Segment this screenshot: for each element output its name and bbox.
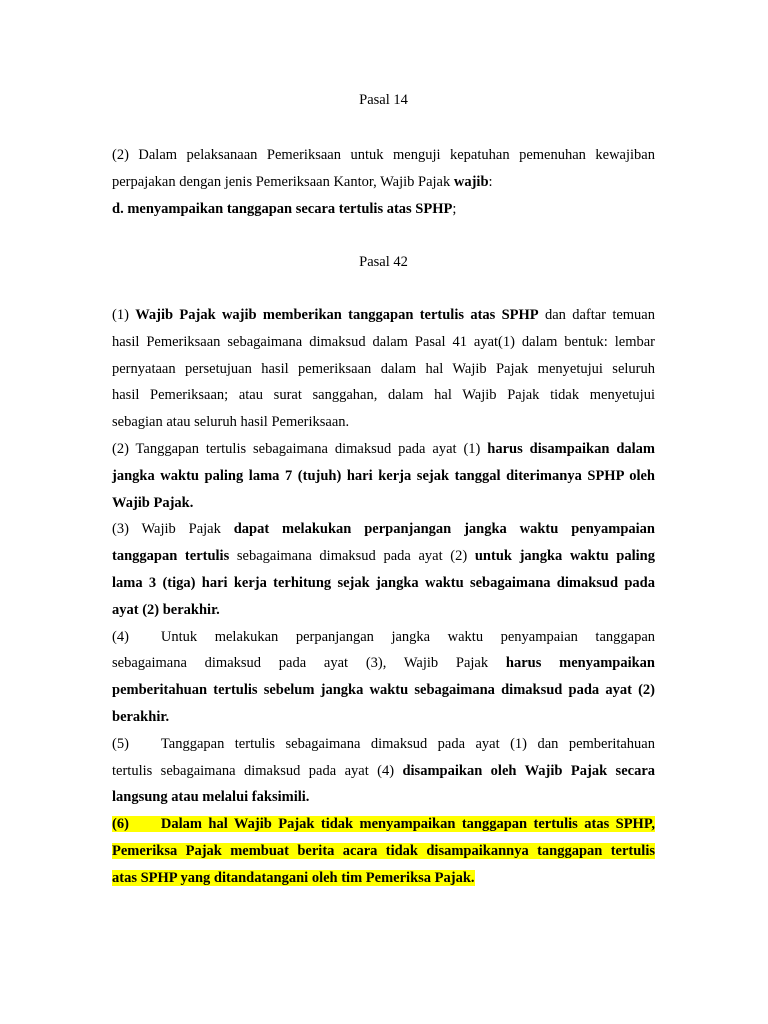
ayat-4-line-3 [112,677,655,704]
text-run: (3) Wajib Pajak [112,521,234,538]
bold-run: dapat melakukan perpanjangan jangka waktu penyampaian [233,521,655,538]
text-run: Tanggapan tertulis sebagaimana dimaksud pada ayat (1) dan pemberitahuan [160,735,655,752]
ayat-5-line-3 [112,784,655,811]
ayat-4-line-1 [112,624,655,651]
ayat-2-line-2 [112,463,655,490]
text-run: dan daftar temuan [538,307,655,323]
ayat-5-line-1 [112,731,655,758]
ayat-4-line-2 [112,650,655,677]
bold-run: langsung atau melalui faksimili. [112,789,310,806]
bold-run: harus menyampaikan [505,655,655,672]
text-run: perpajakan dengan jenis Pemeriksaan Kantor, Wajib Pajak [112,173,454,190]
ayat-2-line-3 [112,490,655,517]
ayat-6-line-3 [112,865,655,892]
bold-run: untuk jangka waktu paling [474,548,655,565]
text-run: tertulis sebagaimana dimaksud pada ayat (4) [112,762,403,779]
text-run: (2) Tanggapan tertulis sebagaimana dimaksud pada ayat (1) [112,440,488,457]
pasal-42-body [112,302,655,892]
ayat-1-line-2: hasil Pemeriksaan sebagaimana dimaksud dalam Pasal 41 ayat(1) dalam bentuk: lembar [112,333,655,350]
pasal-14-item-d [112,196,655,223]
bold-run: jangka waktu paling lama 7 (tujuh) hari kerja sejak tanggal diterimanya SPHP oleh [112,467,655,484]
ayat-3-line-1 [112,516,655,543]
ayat-2-line-1 [112,436,655,463]
pasal-14-line-1: (2) Dalam pelaksanaan Pemeriksaan untuk menguji kepatuhan pemenuhan kewajiban [112,147,655,163]
ayat-1-line-4: hasil Pemeriksaan; atau surat sanggahan, dalam hal Wajib Pajak tidak menyetujui [112,387,655,404]
ayat-4-line-4 [112,704,655,731]
ayat-number: (6) [112,816,129,833]
ayat-1-line-3: pernyataan persetujuan hasil pemeriksaan dalam hal Wajib Pajak menyetujui seluruh [112,360,655,377]
ayat-1-line-1 [112,302,655,329]
text-run: sebagaimana dimaksud pada ayat (3), Wajib Pajak [112,655,506,672]
bold-run: d. menyampaikan tanggapan secara tertulis atas SPHP [112,200,453,217]
highlight-run: atas SPHP yang ditandatangani oleh tim Pemeriksa Pajak. [112,869,475,886]
text-run: (1) [112,307,136,323]
highlight-run: Pemeriksa Pajak membuat berita acara tidak disampaikannya tanggapan tertulis [112,842,655,859]
ayat-6-line-2 [112,838,655,865]
bold-run: wajib [453,173,489,190]
pasal-42-heading: Pasal 42 [359,254,408,270]
bold-run: berakhir. [112,708,170,725]
ayat-number: (5) [112,735,129,752]
bold-run: lama 3 (tiga) hari kerja terhitung sejak jangka waktu sebagaimana dimaksud pada [112,574,655,591]
ayat-number: (4) [112,628,129,645]
pasal-14-paragraph [112,142,655,222]
ayat-3-line-4 [112,597,655,624]
ayat-6-line-1 [112,811,655,838]
bold-run: pemberitahuan tertulis sebelum jangka waktu sebagaimana dimaksud pada ayat (2) [112,682,655,699]
highlight-run [112,816,655,832]
bold-run: Wajib Pajak wajib memberikan tanggapan tertulis atas SPHP [135,307,539,323]
bold-run: disampaikan oleh Wajib Pajak secara [402,762,656,779]
bold-run: ayat (2) berakhir. [112,601,220,618]
bold-run: Wajib Pajak. [112,494,194,511]
ayat-3-line-2 [112,543,655,570]
text-run: : [488,173,493,190]
text-run: ; [452,200,457,217]
text-run: Untuk melakukan perpanjangan jangka waktu penyampaian tanggapan [160,628,655,645]
pasal-14-line-2 [112,169,655,196]
text-run: Dalam hal Wajib Pajak tidak menyampaikan tanggapan tertulis atas SPHP, [160,816,655,833]
bold-run: tanggapan tertulis [112,548,230,565]
ayat-5-line-2 [112,758,655,785]
ayat-3-line-3 [112,570,655,597]
ayat-1-line-5: sebagian atau seluruh hasil Pemeriksaan. [112,414,350,431]
bold-run: harus disampaikan dalam [487,440,655,457]
text-run: sebagaimana dimaksud pada ayat (2) [229,548,475,565]
pasal-14-heading: Pasal 14 [359,92,408,108]
